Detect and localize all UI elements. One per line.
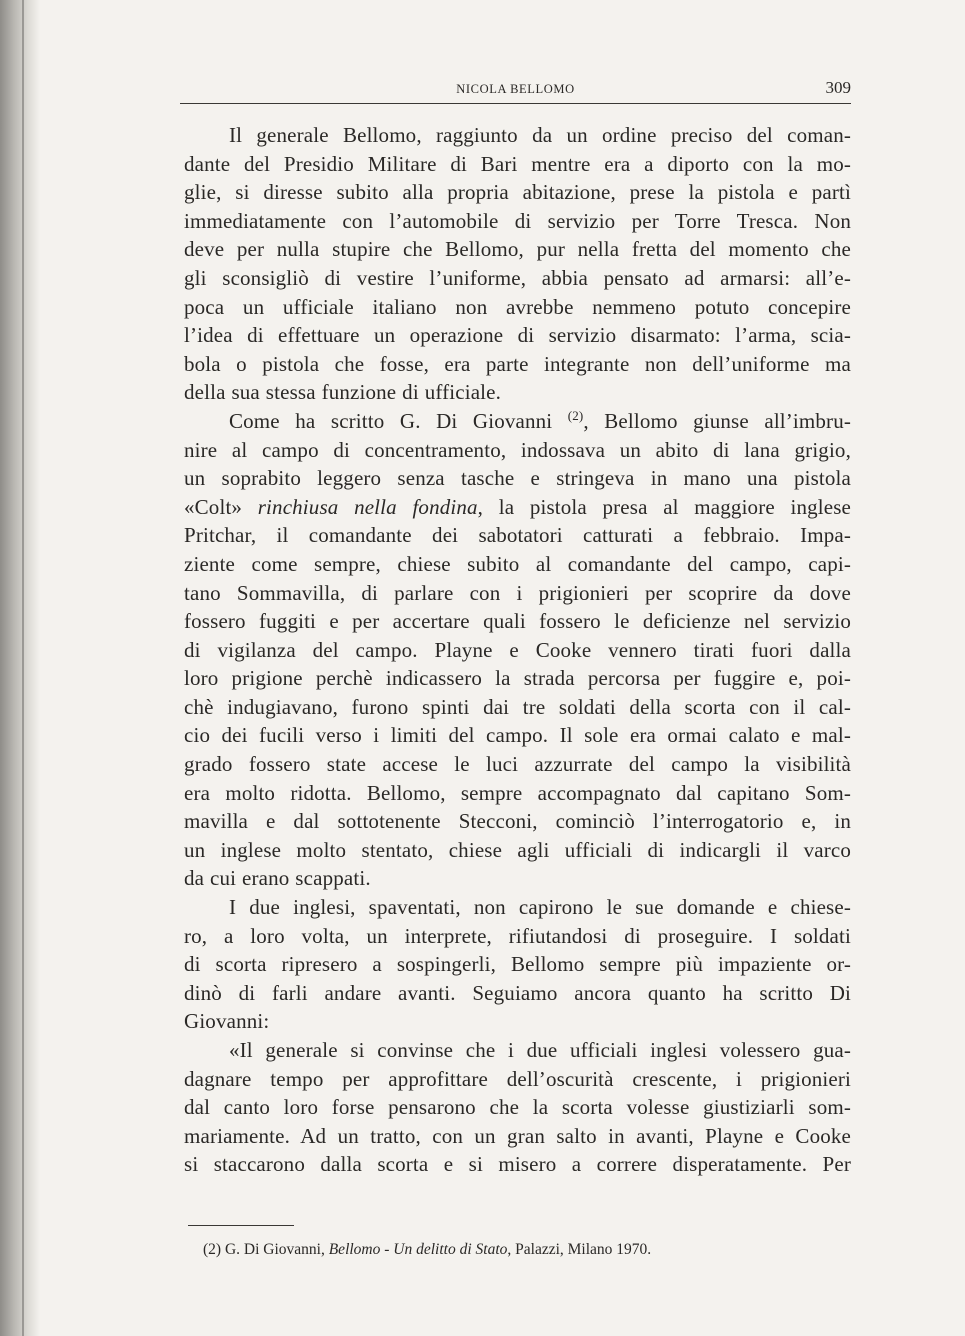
text-line [184, 407, 851, 436]
italic-phrase: rinchiusa nella fondina [257, 494, 478, 519]
text-line: di scorta ripresero a sospingerli, Bellomo sempre più impaziente or- [184, 952, 851, 977]
text-line: dinò di farli andare avanti. Seguiamo ancora quanto ha scritto Di [184, 980, 851, 1005]
footnote-rule [188, 1225, 294, 1226]
text-line: ziente come sempre, chiese subito al comandante del campo, capi- [184, 551, 851, 576]
text-line: fossero fuggiti e per accertare quali fossero le deficienze nel servizio [184, 609, 851, 634]
text-run: , la pistola presa al maggiore inglese [477, 494, 851, 519]
text-line: di vigilanza del campo. Playne e Cooke vennero tirati fuori dalla [184, 637, 851, 662]
footnote-title: Bellomo - Un delitto di Stato [328, 1241, 508, 1258]
text-line: della sua stessa funzione di ufficiale. [184, 380, 502, 405]
paragraph-1 [184, 121, 851, 407]
text-line: Giovanni: [184, 1009, 270, 1034]
text-line: immediatamente con l’automobile di servizio per Torre Tresca. Non [184, 208, 851, 233]
text-line: un inglese molto stentato, chiese agli ufficiali di indicargli il varco [184, 837, 851, 862]
footnote-author: G. Di Giovanni, [224, 1241, 325, 1258]
text-line: da cui erano scappati. [184, 866, 371, 891]
text-line: «Il generale si convinse che i due ufficiali inglesi volessero gua- [229, 1038, 851, 1062]
page-number: 309 [825, 78, 851, 97]
page-header [180, 78, 851, 102]
text-line: loro prigione perchè indicassero la strada percorsa per fuggire e, poi- [184, 666, 851, 691]
paragraph-2 [184, 407, 851, 893]
binding-edge [22, 0, 24, 1336]
text-line [184, 493, 851, 522]
text-line: si staccarono dalla scorta e si misero a correre disperatamente. Per [184, 1152, 851, 1177]
paragraph-3 [184, 893, 851, 1036]
text-line: ro, a loro volta, un interprete, rifiutandosi di proseguire. I soldati [184, 923, 851, 948]
running-head: NICOLA BELLOMO [456, 82, 575, 96]
text-line: mariamente. Ad un tratto, con un gran salto in avanti, Playne e Cooke [184, 1123, 851, 1148]
footnote-reference: (2) [567, 407, 584, 423]
text-line: era molto ridotta. Bellomo, sempre accompagnato dal capitano Som- [184, 780, 851, 805]
text-line: Il generale Bellomo, raggiunto da un ordine preciso del coman- [229, 123, 851, 147]
text-line: grado fossero state accese le luci azzurrate del campo la visibilità [184, 752, 851, 777]
text-line: Pritchar, il comandante dei sabotatori catturati a febbraio. Impa- [184, 523, 851, 548]
header-rule [180, 103, 851, 104]
body-text [184, 121, 851, 1179]
text-line: I due inglesi, spaventati, non capirono le sue domande e chiese- [229, 895, 851, 920]
text-line: deve per nulla stupire che Bellomo, pur nella fretta del momento che [184, 237, 851, 262]
footnote [203, 1240, 843, 1260]
paragraph-4-quotation [184, 1036, 851, 1179]
text-line: mavilla e dal sottotenente Stecconi, cominciò l’interrogatorio e, in [184, 809, 851, 834]
text-line: un soprabito leggero senza tasche e stringeva in mano una pistola [184, 466, 851, 491]
footnote-publication: , Palazzi, Milano 1970. [507, 1241, 652, 1258]
text-line: dagnare tempo per approfittare dell’oscurità crescente, i prigionieri [184, 1066, 851, 1091]
text-line: nire al campo di concentramento, indossava un abito di lana grigio, [184, 437, 851, 462]
text-line: poca un ufficiale italiano non avrebbe nemmeno potuto concepire [184, 294, 851, 319]
text-run: «Colt» [184, 494, 258, 519]
text-line: cio dei fucili verso i limiti del campo. Il sole era ormai calato e mal- [184, 723, 851, 748]
text-line: glie, si diresse subito alla propria abitazione, prese la pistola e partì [184, 180, 851, 205]
text-line: dal canto loro forse pensarono che la scorta volesse giustiziarli som- [184, 1095, 851, 1120]
text-run: , Bellomo giunse all’imbru- [583, 408, 851, 433]
text-line: bola o pistola che fosse, era parte integrante non dell’uniforme ma [184, 351, 851, 376]
text-run: Come ha scritto G. Di Giovanni [229, 408, 568, 433]
text-line: tano Sommavilla, di parlare con i prigionieri per scoprire da dove [184, 580, 851, 605]
text-line: l’idea di effettuare un operazione di servizio disarmato: l’arma, scia- [184, 323, 851, 348]
page-gutter-shadow [0, 0, 40, 1336]
text-line: dante del Presidio Militare di Bari mentre era a diporto con la mo- [184, 151, 851, 176]
footnote-marker: (2) [203, 1241, 222, 1258]
text-line: chè indugiavano, furono spinti dai tre soldati della scorta con il cal- [184, 694, 851, 719]
text-line: gli sconsigliò di vestire l’uniforme, abbia pensato ad armarsi: all’e- [184, 265, 851, 290]
